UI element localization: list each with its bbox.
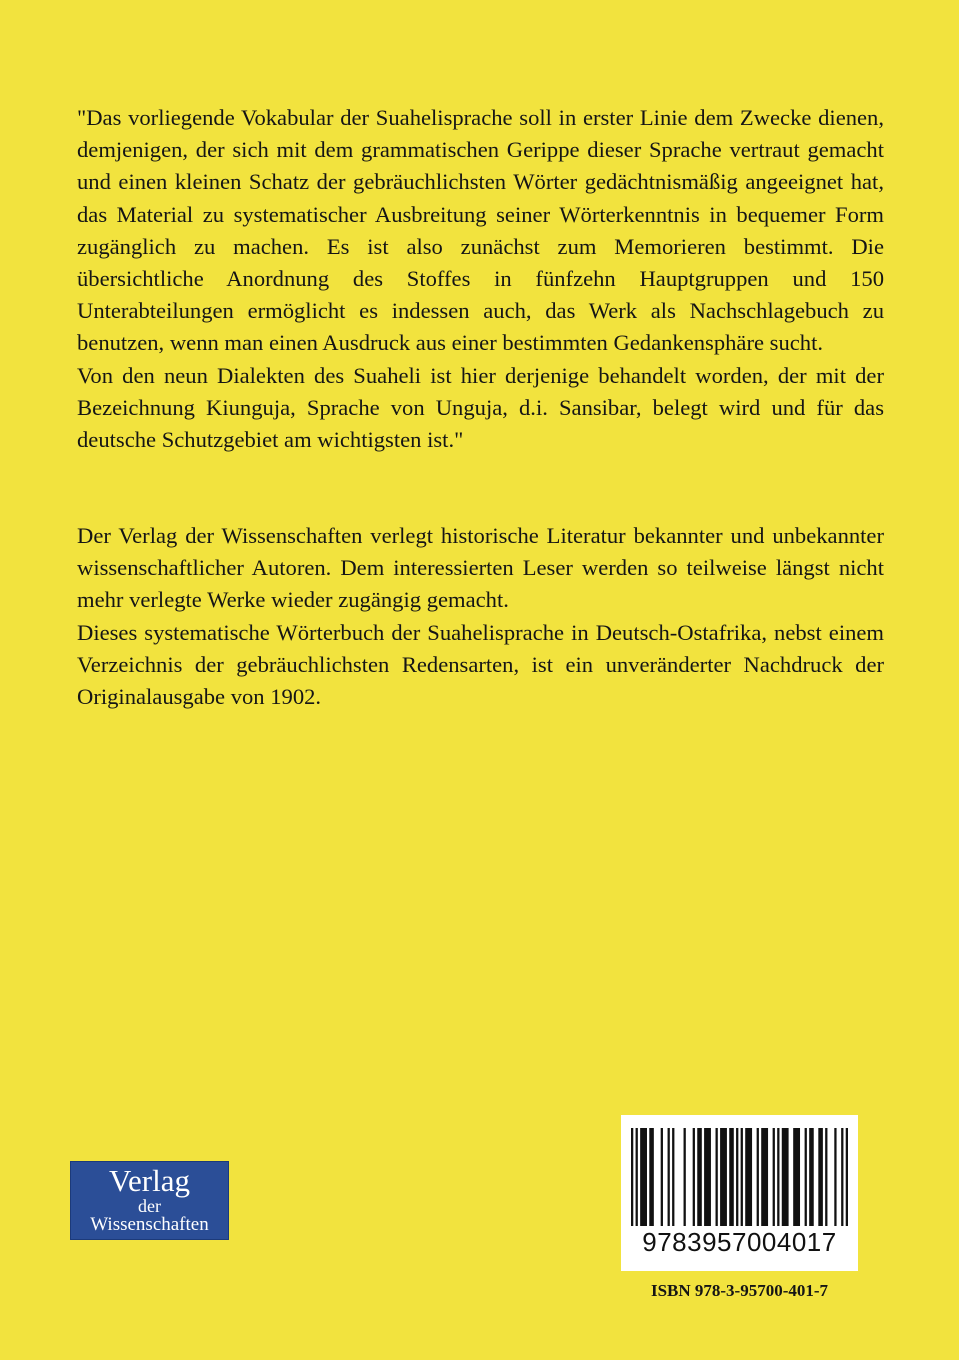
barcode-bar (736, 1128, 738, 1226)
barcode-bar (668, 1128, 670, 1226)
barcode-bar (661, 1128, 663, 1226)
barcode-bar (777, 1128, 779, 1226)
publisher-text-block (77, 520, 884, 713)
barcode-bar (809, 1128, 814, 1226)
barcode-bar (720, 1128, 727, 1226)
barcode-bar (745, 1128, 752, 1226)
isbn-label: ISBN 978-3-95700-401-7 (650, 1281, 829, 1300)
barcode-bar (693, 1128, 695, 1226)
barcode-bar (684, 1128, 686, 1226)
quote-text-block (77, 102, 884, 456)
barcode-bar (757, 1128, 759, 1226)
barcode-bar (825, 1128, 827, 1226)
publisher-paragraph-1: Der Verlag der Wissenschaften verlegt historische Literatur bekannter und unbekannter wissenschaftlicher Autoren. Dem interessierten Leser werden so teilweise längst nicht mehr verlegte Werke wieder zugängig gemacht. (77, 523, 884, 613)
publisher-paragraph-2: Dieses systematische Wörterbuch der Suahelisprache in Deutsch-Ostafrika, nebst einem Verzeichnis der gebräuchlichsten Redensarten, ist ein unveränderter Nachdruck der Originalausgabe von 1902. (77, 619, 884, 710)
barcode (621, 1115, 858, 1271)
barcode-bar (773, 1128, 775, 1226)
barcode-bar (805, 1128, 807, 1226)
barcode-bar (818, 1128, 823, 1226)
barcode-bar (704, 1128, 711, 1226)
barcode-bar (741, 1128, 743, 1226)
barcode-bar (729, 1128, 734, 1226)
quote-paragraph-1: "Das vorliegende Vokabular der Suahelisprache soll in erster Linie dem Zwecke dienen, demjenigen, der sich mit dem grammatischen Gerippe dieser Sprache vertraut gemacht und einen kleinen Schatz der gebräuchlichsten Wörter gedächtnismäßig angeeignet hat, das Material zu systematischer Ausbreitung seiner Wörterkenntnis in bequemer Form zugänglich zu machen. Es ist also zunächst zum Memorieren bestimmt. Die übersichtliche Anordnung des Stoffes in fünfzehn Hauptgruppen und 150 Unterabteilungen ermöglicht es indessen auch, das Werk als Nachschlagebuch zu benutzen, wenn man einen Ausdruck aus einer bestimmten Gedankensphäre sucht. (77, 105, 884, 356)
barcode-bar (697, 1128, 702, 1226)
barcode-bar (846, 1128, 848, 1226)
barcode-bar (716, 1128, 718, 1226)
barcode-bars (631, 1128, 848, 1226)
logo-line-verlag: Verlag (109, 1163, 190, 1198)
barcode-bar (649, 1128, 654, 1226)
publisher-logo (70, 1161, 229, 1240)
barcode-bar (631, 1128, 633, 1226)
logo-line-wissenschaften: Wissenschaften (90, 1214, 209, 1235)
barcode-bar (782, 1128, 789, 1226)
quote-paragraph-2: Von den neun Dialekten des Suaheli ist hier derjenige behandelt worden, der mit der Bezeichnung Kiunguja, Sprache von Unguja, d.i. Sansibar, belegt wird und für das deutsche Schutzgebiet am wichtigsten ist." (77, 362, 884, 453)
barcode-bar (834, 1128, 836, 1226)
barcode-digits: 9783957004017 (642, 1227, 837, 1257)
barcode-bar (841, 1128, 843, 1226)
barcode-bar (672, 1128, 674, 1226)
barcode-bar (761, 1128, 768, 1226)
logo-line-der: der (138, 1196, 161, 1216)
barcode-bar (636, 1128, 638, 1226)
barcode-bar (640, 1128, 647, 1226)
barcode-bar (793, 1128, 800, 1226)
